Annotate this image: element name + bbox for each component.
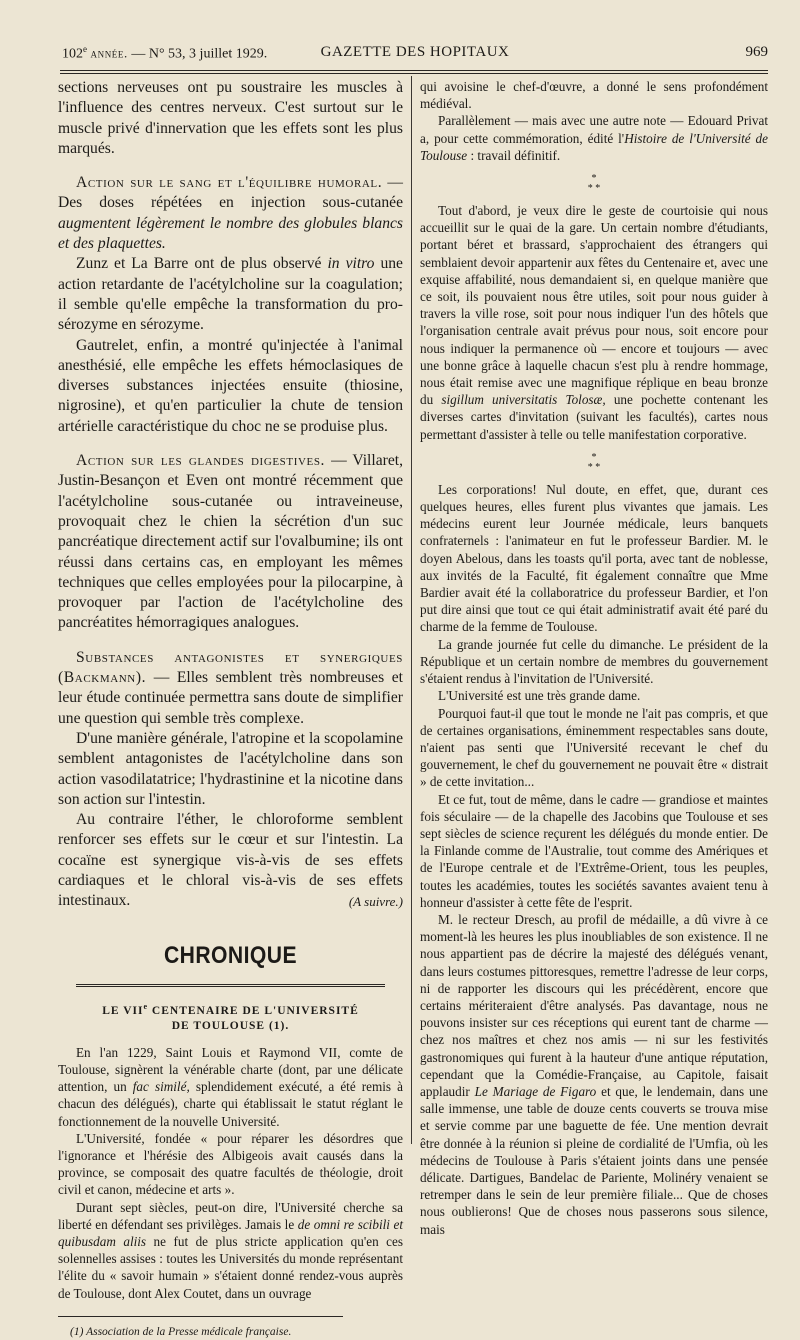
paragraph-jacobins: Et ce fut, tout de même, dans le cadre — grandiose et maintes fois séculaire — de la chapelle des Jacobins que Toulouse et ses sept siècles de science reçurent les délégués du monde entier. De la Finlande comme de l'Australie, tout comme des Amériques et de l'Europe centrale et de l'Extrême-Orient, tous les peuples, toutes les académies, toutes les sociétés savantes avaient tenu à honneur d'assister à cette fête de l'esprit. [420, 791, 768, 910]
journal-title: GAZETTE DES HOPITAUX [320, 44, 510, 60]
footnote-rule [58, 1316, 343, 1317]
section-antagonists-title: Substances antagonistes et synergiques (Backmann). [58, 648, 403, 687]
paragraph-grande-journee: La grande journée fut celle du dimanche. Le président de la République et un certain nombre de membres du gouvernement s'étaient rendus à l'invitation de l'Université. [420, 636, 768, 687]
section-antagonists: Substances antagonistes et synergiques (Backmann). — Elles semblent très nombreuses et leur étude continuée permettra sans doute de simplifier une question qui semble très complexe. [58, 648, 403, 727]
left-column [58, 78, 403, 1340]
a-suivre: (A suivre.) [348, 893, 403, 909]
chronique-heading: CHRONIQUE [163, 941, 298, 969]
column-divider [411, 76, 412, 1144]
paragraph-accueil: Tout d'abord, je veux dire le geste de courtoisie qui nous accueillit sur le quai de la gare. Un certain nombre d'étudiants, portant béret et brassard, s'approchaient des étrangers qui semblaient devoir appartenir aux fêtes du Centenaire et, avec une exquise affabilité, nous demandaient si, en quelque manière que ce soit, ils pouvaient nous être utiles, soit pour nous guider à travers la ville rose, soit pour nous indiquer l'un des hôtels que l'organisation centrale avait prévus pour nous, soit encore pour nous indiquer la permanence où — encore et toujours — avec une bonne grâce à laquelle chacun s'est plu à rendre hommage, nous était remise avec une magnifique réplique en beau bronze du sigillum universitatis Tolosæ, une pochette contenant les diverses cartes d'invitation (suivant les facultés), cartes nous permettant d'assister à telle ou telle manifestation corporative. [420, 203, 769, 442]
paragraph-charte: En l'an 1229, Saint Louis et Raymond VII, comte de Toulouse, signèrent la vénérable charte (dont, par une délicate attention, un fac similé, splendidement exécuté, a été remis à chacun des délégués), charte qui établissait le statut réglant le fonctionnement de la nouvelle Université. [58, 1044, 403, 1129]
paragraph-grande-dame: L'Université est une très grande dame. [438, 688, 641, 704]
paragraph-gautrelet: Gautrelet, enfin, a montré qu'injectée à l'animal anesthésié, elle empêche les effets hémoclasiques de diverses substances injectées ensuite (thiosine, nigrosine), et qu'en particulier la chute de tension artérielle caractéristique du choc ne se produise plus. [58, 336, 403, 435]
paragraph-fondee: L'Université, fondée « pour réparer les désordres que l'ignorance et l'hérésie des Albigeois avait causés dans la province, se composait des quatre facultés de théologie, droit civil et canon, médecine et arts ». [58, 1130, 403, 1198]
section-digestive-title: Action sur les glandes digestives. [76, 452, 326, 470]
paragraph-continuation: sections nerveuses ont pu soustraire les muscles à l'influence des centres nerveux. C'est surtout sur le muscle privé d'innervation que les effets sont les plus marqués. [58, 79, 403, 157]
centenaire-title: LE VIIe CENTENAIRE DE L'UNIVERSITÉ DE TOULOUSE (1). [102, 1001, 359, 1032]
issue-year: 102 [62, 46, 83, 62]
right-column [420, 78, 768, 1238]
header-rule-top [60, 70, 768, 71]
issue-year-sup: e [83, 44, 87, 54]
paragraph-recteur: M. le recteur Dresch, au profil de médaille, a dû vivre à ce moment-là les heures les plus inoubliables de son existence. Il ne nous appartient pas de décrire la majesté des délégués venant, dans leurs costumes pittoresques, remettre l'adresse de leur corps, ni de rapporter les discours qui les précédèrent, encore que certains mériteraient d'être analysés. Pas davantage, nous ne pouvons insister sur ces réceptions qui eurent tant de charme — chez nos maîtres et chez nos amis — ni sur les festivités gastronomiques qui furent à la hauteur d'une antique réputation, cependant que la Comédie-Française, au Capitole, faisait applaudir Le Mariage de Figaro et que, le lendemain, dans une salle immense, une table de douze cents couverts se trouva mise et servie comme par une baguette de fée. Une mention devrait être donnée à la réunion si pleine de cordialité de l'Umfia, où les médecins de Toulouse à Paris s'étaient joints dans une pensée délicate. Dartigues, Bandelac de Pariente, Molinéry venaient se retremper dans le sein de leur première filiale... Que de choses nous oublierons! Que de choses nous passerons sous silence, mais [420, 911, 768, 1237]
paragraph-continuation-right: qui avoisine le chef-d'œuvre, a donné le sens profondément médiéval. [420, 79, 768, 112]
paragraph-ether: Au contraire l'éther, le chloroforme semblent renforcer ses effets sur le cœur et sur l'intestin. La cocaïne est synergique vis-à-vis de ses effets cardiaques et le chloral vis-à-vis de ses effets intestinaux. [58, 811, 403, 910]
issue-label: année. [90, 45, 128, 61]
paragraph-privat: Parallèlement — mais avec une autre note — Edouard Privat a, pour cette commémoration, édité l'Histoire de l'Université de Toulouse : travail définitif. [420, 113, 768, 163]
chronique-rule [76, 984, 385, 987]
issue-number: — N° 53, 3 juillet 1929. [131, 46, 268, 62]
section-blood: Action sur le sang et l'équilibre humoral. — Des doses répétées en injection sous-cutanée augmentent légèrement le nombre des globules blancs et des plaquettes. [58, 174, 403, 253]
paragraph-zunz: Zunz et La Barre ont de plus observé in vitro une action retardante de l'acétylcholine sur la coagulation; il semble qu'elle empêche la transformation du pro-sérozyme en sérozyme. [58, 255, 403, 334]
paragraph-pourquoi: Pourquoi faut-il que tout le monde ne l'ait pas compris, et que de certaines organisations, éminemment respectables sans doute, n'aient pas senti que l'Université recevant le chef du gouvernement, le chef du gouvernement ne pouvait être « distrait » de cette invitation... [420, 705, 768, 790]
page-header [62, 44, 768, 64]
section-break-1: * * * [587, 173, 601, 195]
footnote: (1) Association de la Presse médicale française. [70, 1325, 292, 1338]
section-blood-title: Action sur le sang et l'équilibre humoral. [76, 174, 383, 192]
paragraph-sept-siecles: Durant sept siècles, peut-on dire, l'Université cherche sa liberté en défendant ses privilèges. Jamais le de omni re scibili et quibusdam aliis ne fut de plus stricte application qu'en ces solennelles assises : toutes les Universités du monde représentant l'élite du « savoir humain » s'étaient donné rendez-vous auprès de Toulouse, dont Alex Coutet, dans un ouvrage [58, 1199, 403, 1301]
paragraph-atropine: D'une manière générale, l'atropine et la scopolamine semblent antagonistes de l'acétylcholine dans son action vasodilatatrice; l'hydrastinine et la nicotine dans son action sur l'intestin. [58, 729, 403, 808]
section-digestive: Action sur les glandes digestives. — Villaret, Justin-Besançon et Even ont montré récemment que l'acétylcholine sous-cutanée ou intraveineuse, provoquait chez le chien la sécrétion d'un suc pancréatique directement actif sur l'ovalbumine; ils ont réussi dans certains cas, en employant les mêmes techniques que celles employées pour la pilocarpine, à provoquer par l'action de l'acétylcholine des pancréatites hémorragiques analogues. [58, 452, 403, 632]
paragraph-corporations: Les corporations! Nul doute, en effet, que, durant ces quelques heures, elles furent plus vivantes que jamais. Les médecins eurent leur Journée médicale, leurs banquets confraternels : l'animateur en fut le professeur Bardier. M. le doyen Abelous, dans les toasts qu'il porta, avec tant de noblesse, aux invités de la Faculté, fit également connaître que Mme Bardier avait été la collaboratrice du professeur Bardier, et l'on put dire ainsi que tout ce qui était administratif avait été paré du charme de la femme de Toulouse. [420, 481, 768, 635]
page-number: 969 [745, 44, 768, 60]
section-break-2: * * * [587, 451, 601, 473]
header-rule-bottom [60, 73, 768, 74]
